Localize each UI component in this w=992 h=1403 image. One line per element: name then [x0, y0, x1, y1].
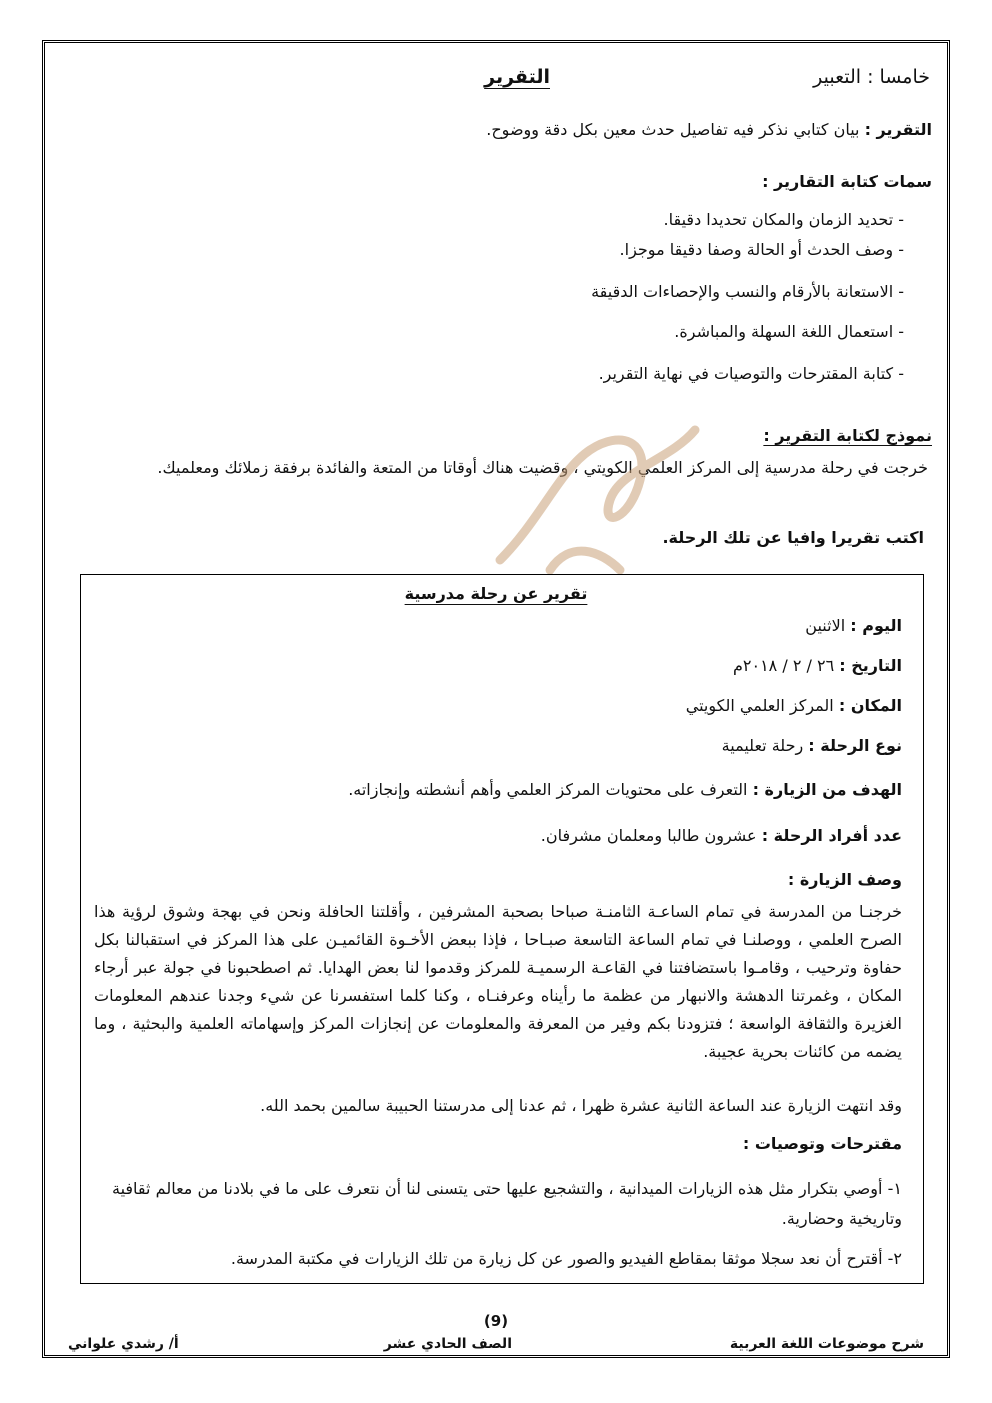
- model-heading: نموذج لكتابة التقرير :: [763, 426, 932, 445]
- description-paragraph: خرجنـا من المدرسة في تمام الساعـة الثامنـة صباحا بصحبة المشرفين ، وأقلتنا الحافلة ونحن في بهجة وشوق لرؤية هذا الصرح العلمي ، ووصلنـا في تمام الساعة التاسعة صبـاحا ، فإذا ببعض الأخـوة القائميـن على هذا المركز في استقبالنا بكل حفاوة وترحيب ، وقامـوا باستضافتنا في القاعـة الرسميـة للمركز وقدموا لنا بعض الهدايا. ثم اصطحبونا في جولة عبر أرجاء المكان ، وغمرتنا الدهشة والانبهار من عظمة ما رأيناه وعرفنـاه ، وكنا كلما استفسرنا عن شيء وجدنا عندهم المعلومات الغزيرة والثقافة الواسعة ؛ فتزودنا بكم وفير من المعرفة والمعلومات عن إنجازات المركز وإسهاماته العلمية والبحثية ، وما يضمه من كائنات بحرية عجيبة.: [94, 902, 902, 1061]
- field-value: ٢٦ / ٢ / ٢٠١٨م: [732, 656, 835, 675]
- description-end: وقد انتهت الزيارة عند الساعة الثانية عشرة ظهرا ، ثم عدنا إلى مدرستنا الحبيبة سالمين بحمد الله.: [260, 1096, 902, 1115]
- report-field-goal: [348, 780, 902, 800]
- description-heading: وصف الزيارة :: [787, 870, 902, 889]
- report-field-date: [733, 656, 902, 676]
- field-label: المكان :: [838, 696, 902, 715]
- suggestion-item: ٢- أقترح أن نعد سجلا موثقا بمقاطع الفيديو والصور عن كل زيارة من تلك الزيارات في مكتبة المدرسة.: [230, 1249, 902, 1268]
- footer-author: أ/ رشدي علواني: [68, 1336, 179, 1352]
- field-value: التعرف على محتويات المركز العلمي وأهم أنشطته وإنجازاته.: [348, 780, 748, 799]
- suggestion-item: ١- أوصي بتكرار مثل هذه الزيارات الميدانية ، والتشجيع عليها حتى يتسنى لنا أن نتعرف على ما في بلادنا من معالم ثقافية وتاريخية وحضارية.: [112, 1179, 902, 1228]
- field-label: التاريخ :: [839, 656, 902, 675]
- report-field-day: [805, 616, 902, 636]
- trait-item: - استعمال اللغة السهلة والمباشرة.: [674, 322, 904, 341]
- field-label: اليوم :: [850, 616, 902, 635]
- watermark-stroke: [550, 551, 620, 570]
- page-number: (9): [483, 1312, 509, 1330]
- report-field-place: [686, 696, 902, 716]
- field-value: رحلة تعليمية: [721, 736, 804, 755]
- section-title: خامسا : التعبير: [813, 66, 930, 88]
- trait-item: - الاستعانة بالأرقام والنسب والإحصاءات الدقيقة: [591, 282, 904, 301]
- trait-item: - تحديد الزمان والمكان تحديدا دقيقا.: [663, 210, 904, 229]
- field-value: المركز العلمي الكويتي: [685, 696, 834, 715]
- watermark-signature: [480, 410, 710, 580]
- definition-text: بيان كتابي نذكر فيه تفاصيل حدث معين بكل دقة ووضوح.: [486, 120, 860, 139]
- footer-subject: شرح موضوعات اللغة العربية: [729, 1336, 924, 1352]
- report-field-trip-type: [722, 736, 902, 756]
- suggestions-heading: مقترحات وتوصيات :: [742, 1134, 902, 1153]
- definition-line: [486, 120, 932, 140]
- field-value: عشرون طالبا ومعلمان مشرفان.: [540, 826, 757, 845]
- watermark-stroke: [500, 430, 695, 560]
- trait-item: - كتابة المقترحات والتوصيات في نهاية التقرير.: [598, 364, 904, 383]
- field-label: عدد أفراد الرحلة :: [761, 826, 902, 845]
- trait-item: - وصف الحدث أو الحالة وصفا دقيقا موجزا.: [619, 240, 904, 259]
- report-title: تقرير عن رحلة مدرسية: [404, 584, 588, 603]
- field-label: الهدف من الزيارة :: [752, 780, 902, 799]
- model-text: خرجت في رحلة مدرسية إلى المركز العلمي الكويتي ، وقضيت هناك أوقاتا من المتعة والفائدة برفقة زملائك ومعلميك.: [157, 458, 928, 477]
- doc-title: التقرير: [484, 66, 550, 88]
- field-label: نوع الرحلة :: [808, 736, 902, 755]
- report-field-members: [541, 826, 902, 846]
- traits-heading: سمات كتابة التقارير :: [762, 172, 932, 191]
- definition-term: التقرير :: [864, 120, 932, 139]
- field-value: الاثنين: [805, 616, 846, 635]
- footer-grade: الصف الحادي عشر: [383, 1336, 512, 1352]
- task-instruction: اكتب تقريرا وافيا عن تلك الرحلة.: [662, 528, 924, 547]
